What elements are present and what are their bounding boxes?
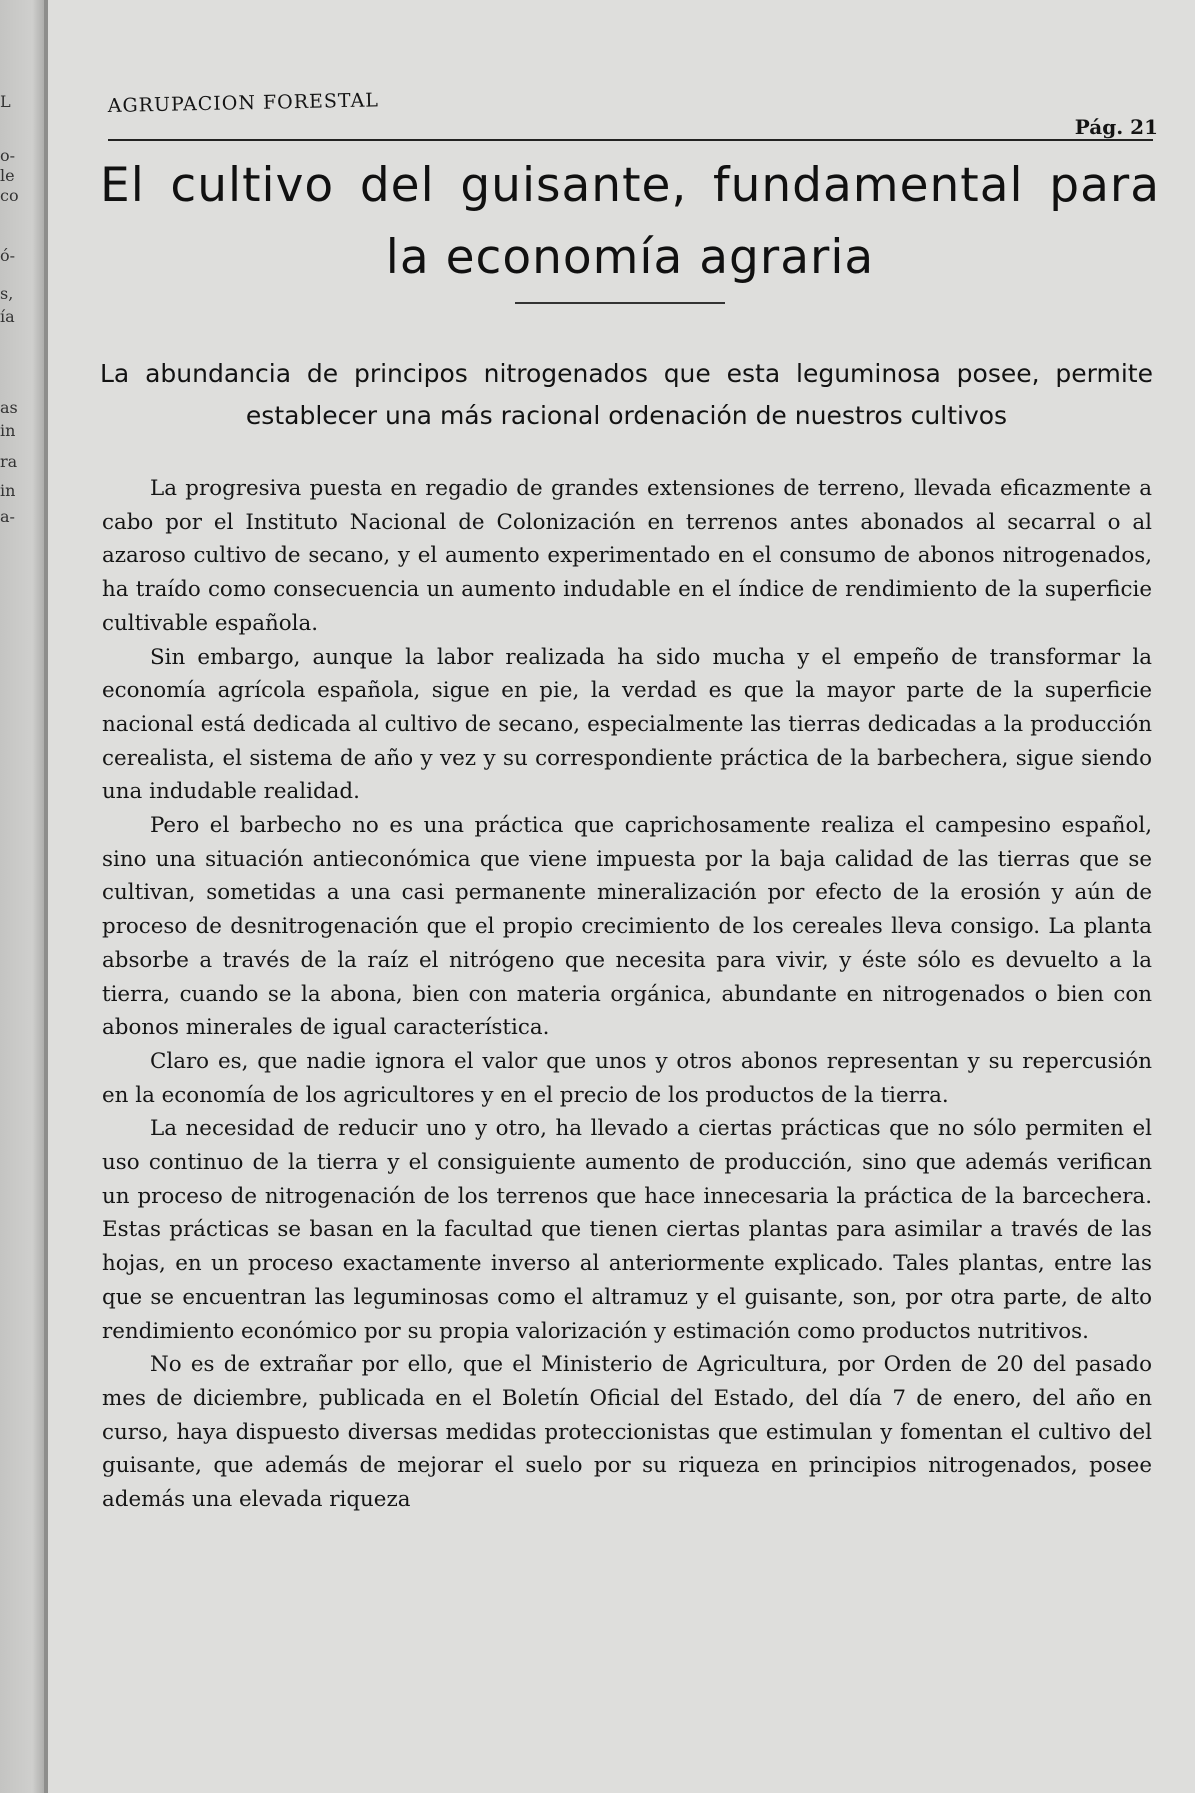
body-paragraph: La necesidad de reducir uno y otro, ha llevado a ciertas prácticas que no sólo permiten el uso continuo de la tierra y el consiguiente aumento de producción, sino que además verifican un proceso de nitrogenación de los terrenos que hace innecesaria la práctica de la barcechera. Estas prácticas se basan en la facultad que tienen ciertas plantas para asimilar a través de las hojas, en un proceso exactamente inverso al anteriormente explicado. Tales plantas, entre las que se encuentran las leguminosas como el altramuz y el guisante, son, por otra parte, de alto rendimiento económico por su propia valorización y estimación como productos nutritivos. (102, 1116, 1152, 1344)
title-line: la economía agraria (385, 230, 875, 285)
gutter-fragment: as (0, 398, 18, 417)
body-paragraph: No es de extrañar por ello, que el Ministerio de Agricultura, por Orden de 20 del pasado mes de diciembre, publicada en el Boletín Oficial del Estado, del día 7 de enero, del año en curso, haya dispuesto diversas medidas proteccionistas que estimulan y fomentan el cultivo del guisante, que además de mejorar el suelo por su riqueza en principios nitrogenados, posee además una elevada riqueza (102, 1352, 1152, 1513)
subtitle-line: establecer una más racional ordenación de nuestros cultivos (245, 401, 1008, 430)
running-header (107, 89, 1158, 139)
header-rule (108, 139, 1153, 141)
body-paragraph: Claro es, que nadie ignora el valor que unos y otros abonos representan y su repercusión en la economía de los agricultores y en el precio de los productos de la tierra. (102, 1048, 1152, 1108)
gutter-fragment: a- (0, 507, 15, 526)
article-subtitle (100, 353, 1153, 437)
gutter-fragment: le (0, 166, 15, 185)
gutter-fragment: ra (0, 452, 18, 471)
body-paragraph: Pero el barbecho no es una práctica que caprichosamente realiza el campesino español, sino una situación antieconómica que viene impuesta por la baja calidad de las tierras que se cultivan, sometidas a una casi permanente mineralización por efecto de la erosión y aún de proceso de desnitrogenación que el propio crecimiento de los cereales lleva consigo. La planta absorbe a través de la raíz el nitrógeno que necesita para vivir, y éste sólo es devuelto a la tierra, cuando se la abona, bien con materia orgánica, abundante en nitrogenados o bien con abonos minerales de igual característica. (102, 813, 1152, 1041)
gutter-fragment: ía (0, 307, 15, 326)
title-line: El cultivo del guisante, fundamental para (100, 158, 1160, 213)
gutter-fragment: s, (0, 284, 14, 303)
gutter-fragment: L (0, 92, 11, 111)
previous-page-gutter (0, 0, 46, 1793)
gutter-fragment: in (0, 481, 16, 500)
subtitle-line: La abundancia de principos nitrogenados que esta leguminosa posee, permite (100, 359, 1153, 388)
article-body (102, 472, 1152, 1517)
body-paragraph: La progresiva puesta en regadio de grandes extensiones de terreno, llevada eficazmente a cabo por el Instituto Nacional de Colonización en terrenos antes abonados al secarral o al azaroso cultivo de secano, y el aumento experimentado en el consumo de abonos nitrogenados, ha traído como consecuencia un aumento indudable en el índice de rendimiento de la superficie cultivable española. (102, 476, 1152, 636)
body-paragraph: Sin embargo, aunque la labor realizada ha sido mucha y el empeño de transformar la economía agrícola española, sigue en pie, la verdad es que la mayor parte de la superficie nacional está dedicada al cultivo de secano, especialmente las tierras dedicadas a la producción cerealista, el sistema de año y vez y su correspondiente práctica de la barbechera, sigue siendo una indudable realidad. (102, 644, 1152, 805)
gutter-fragment: co (0, 186, 19, 205)
gutter-fragment: ó- (0, 246, 16, 265)
page-number: Pág. 21 (1074, 115, 1158, 139)
publication-name: AGRUPACION FORESTAL (107, 89, 380, 117)
gutter-fragment: in (0, 421, 16, 440)
article-title (100, 150, 1160, 294)
gutter-fragment: o- (0, 146, 16, 165)
title-underline (515, 302, 725, 304)
